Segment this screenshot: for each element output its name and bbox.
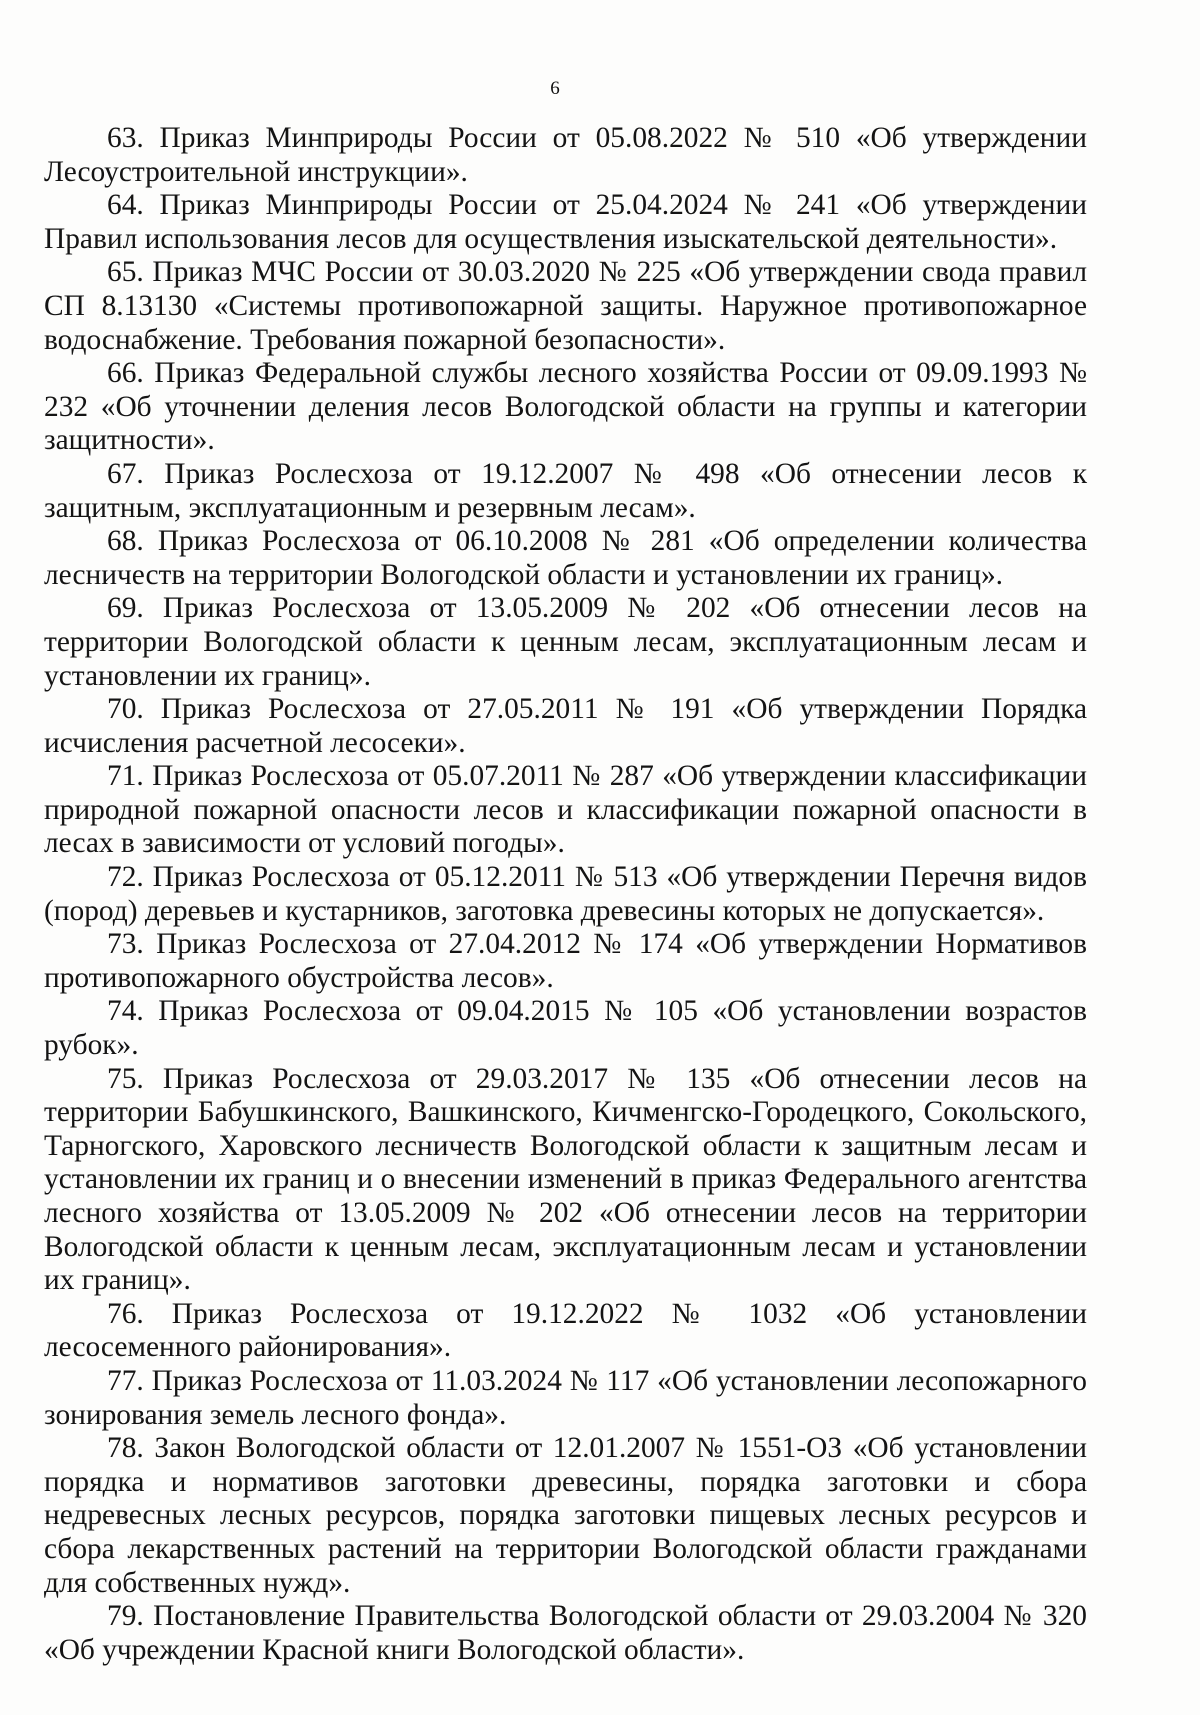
list-item: 75. Приказ Рослесхоза от 29.03.2017 № 135 «Об отнесении лесов на территории Бабушкинского, Вашкинского, Кичменгско-Городецкого, Сокольского, Тарногского, Харовского лесничеств Вологодской области к защитным лесам и установлении их границ и о внесении изменений в приказ Федерального агентства лесного хозяйства от 13.05.2009 № 202 «Об отнесении лесов на территории Вологодской области к ценным лесам, эксплуатационным лесам и установлении их границ». xyxy=(44,1062,1087,1297)
list-item: 78. Закон Вологодской области от 12.01.2007 № 1551-ОЗ «Об установлении порядка и нормативов заготовки древесины, порядка заготовки и сбора недревесных лесных ресурсов, порядка заготовки пищевых лесных ресурсов и сбора лекарственных растений на территории Вологодской области гражданами для собственных нужд». xyxy=(44,1432,1087,1599)
list-item: 76. Приказ Рослесхоза от 19.12.2022 № 1032 «Об установлении лесосеменного районирования». xyxy=(44,1297,1087,1364)
list-item: 66. Приказ Федеральной службы лесного хозяйства России от 09.09.1993 № 232 «Об уточнении деления лесов Вологодской области на группы и категории защитности». xyxy=(44,357,1087,457)
list-item: 73. Приказ Рослесхоза от 27.04.2012 № 174 «Об утверждении Нормативов противопожарного обустройства лесов». xyxy=(44,928,1087,994)
list-item: 72. Приказ Рослесхоза от 05.12.2011 № 513 «Об утверждении Перечня видов (пород) деревьев и кустарников, заготовка древесины которых не допускается». xyxy=(44,861,1087,927)
list-item: 74. Приказ Рослесхоза от 09.04.2015 № 105 «Об установлении возрастов рубок». xyxy=(44,995,1087,1062)
list-item: 77. Приказ Рослесхоза от 11.03.2024 № 117 «Об установлении лесопожарного зонирования земель лесного фонда». xyxy=(44,1364,1087,1431)
page-number: 6 xyxy=(550,78,560,99)
list-item: 65. Приказ МЧС России от 30.03.2020 № 225 «Об утверждении свода правил СП 8.13130 «Системы противопожарной защиты. Наружное противопожарное водоснабжение. Требования пожарной безопасности». xyxy=(44,256,1087,356)
list-item: 64. Приказ Минприроды России от 25.04.2024 № 241 «Об утверждении Правил использования лесов для осуществления изыскательской деятельности». xyxy=(44,189,1087,255)
list-item: 71. Приказ Рослесхоза от 05.07.2011 № 287 «Об утверждении классификации природной пожарной опасности лесов и классификации пожарной опасности в лесах в зависимости от условий погоды». xyxy=(44,760,1087,860)
list-item: 70. Приказ Рослесхоза от 27.05.2011 № 191 «Об утверждении Порядка исчисления расчетной лесосеки». xyxy=(44,693,1087,759)
list-item: 79. Постановление Правительства Вологодской области от 29.03.2004 № 320 «Об учреждении Красной книги Вологодской области». xyxy=(44,1600,1087,1666)
legal-acts-list xyxy=(44,122,1087,1667)
list-item: 67. Приказ Рослесхоза от 19.12.2007 № 498 «Об отнесении лесов к защитным, эксплуатационным и резервным лесам». xyxy=(44,457,1087,524)
list-item: 63. Приказ Минприроды России от 05.08.2022 № 510 «Об утверждении Лесоустроительной инструкции». xyxy=(44,122,1087,188)
list-item: 68. Приказ Рослесхоза от 06.10.2008 № 281 «Об определении количества лесничеств на территории Вологодской области и установлении их границ». xyxy=(44,525,1087,591)
list-item: 69. Приказ Рослесхоза от 13.05.2009 № 202 «Об отнесении лесов на территории Вологодской области к ценным лесам, эксплуатационным лесам и установлении их границ». xyxy=(44,592,1087,692)
